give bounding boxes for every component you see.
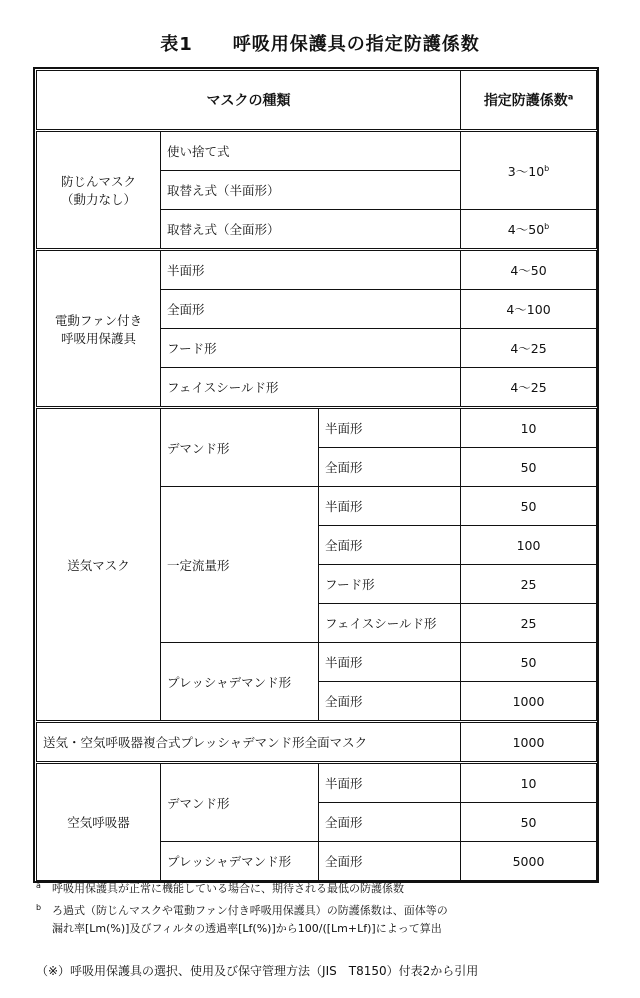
cell-factor: 50 [461,643,597,682]
cell-factor: 4～50$^b$ [461,210,597,250]
cell-subtype: フード形 [319,565,461,604]
cell-subtype: 全面形 [319,448,461,487]
footnote-b: b ろ過式（防じんマスクや電動ファン付き呼吸用保護具）の防護係数は、面体等の 漏れ率[Lm(%)]及びフィルタの透過率[Lf(%)]から100/([Lm+Lf)]によって算出 [36,903,448,935]
cell-subtype: 全面形 [319,842,461,881]
footnote-a: a 呼吸用保護具が正常に機能している場合に、期待される最低の防護係数 [36,881,404,895]
cell-factor: 1000 [461,722,597,763]
protection-factor-table [36,70,597,881]
cell-factor: 10 [461,408,597,448]
group-label-papr: 電動ファン付き 呼吸用保護具 [37,250,161,408]
cell-subgroup: デマンド形 [161,408,319,487]
cell-factor: 4～25 [461,329,597,368]
cell-factor: 25 [461,565,597,604]
cell-subtype: 半面形 [319,408,461,448]
table-row [37,722,597,763]
cell-subtype: 半面形 [319,763,461,803]
cell-subtype: 半面形 [319,487,461,526]
table-title-text: 呼吸用保護具の指定防護係数 [232,34,480,55]
source-citation: （※）呼吸用保護具の選択、使用及び保守管理方法（JIS T8150）付表2から引用 [36,964,479,978]
table-row [37,763,597,803]
cell-factor: 50 [461,803,597,842]
cell-subtype: 全面形 [319,526,461,565]
group-label-scba: 空気呼吸器 [37,763,161,881]
cell-type: 取替え式（全面形） [161,210,461,250]
group-label-airline: 送気マスク [37,408,161,722]
cell-type-combined: 送気・空気呼吸器複合式プレッシャデマンド形全面マスク [37,722,461,763]
cell-factor: 50 [461,487,597,526]
cell-type: フード形 [161,329,461,368]
cell-type: 半面形 [161,250,461,290]
cell-type: フェイスシールド形 [161,368,461,408]
cell-factor: 4～50 [461,250,597,290]
cell-factor: 10 [461,763,597,803]
table-row [37,408,597,448]
cell-factor: 4～100 [461,290,597,329]
cell-factor: 100 [461,526,597,565]
cell-subtype: 全面形 [319,682,461,722]
cell-factor: 1000 [461,682,597,722]
group-label-dust: 防じんマスク （動力なし） [37,131,161,250]
cell-factor: 50 [461,448,597,487]
cell-type: 全面形 [161,290,461,329]
cell-subgroup: プレッシャデマンド形 [161,842,319,881]
table-number: 表1 [160,34,193,55]
table-title [0,30,640,56]
cell-factor: 25 [461,604,597,643]
footnotes [36,880,616,938]
header-mask-type: マスクの種類 [37,71,461,131]
cell-type: 使い捨て式 [161,131,461,171]
cell-type: 取替え式（半面形） [161,171,461,210]
cell-subtype: 全面形 [319,803,461,842]
table-row [37,131,597,171]
cell-factor: 4～25 [461,368,597,408]
table-row [37,250,597,290]
cell-subgroup: 一定流量形 [161,487,319,643]
header-protection-factor: 指定防護係数$^a$ [461,71,597,131]
cell-subgroup: デマンド形 [161,763,319,842]
table-header-row [37,71,597,131]
cell-subgroup: プレッシャデマンド形 [161,643,319,722]
cell-factor: 3～10$^b$ [461,131,597,210]
cell-subtype: 半面形 [319,643,461,682]
cell-factor: 5000 [461,842,597,881]
cell-subtype: フェイスシールド形 [319,604,461,643]
